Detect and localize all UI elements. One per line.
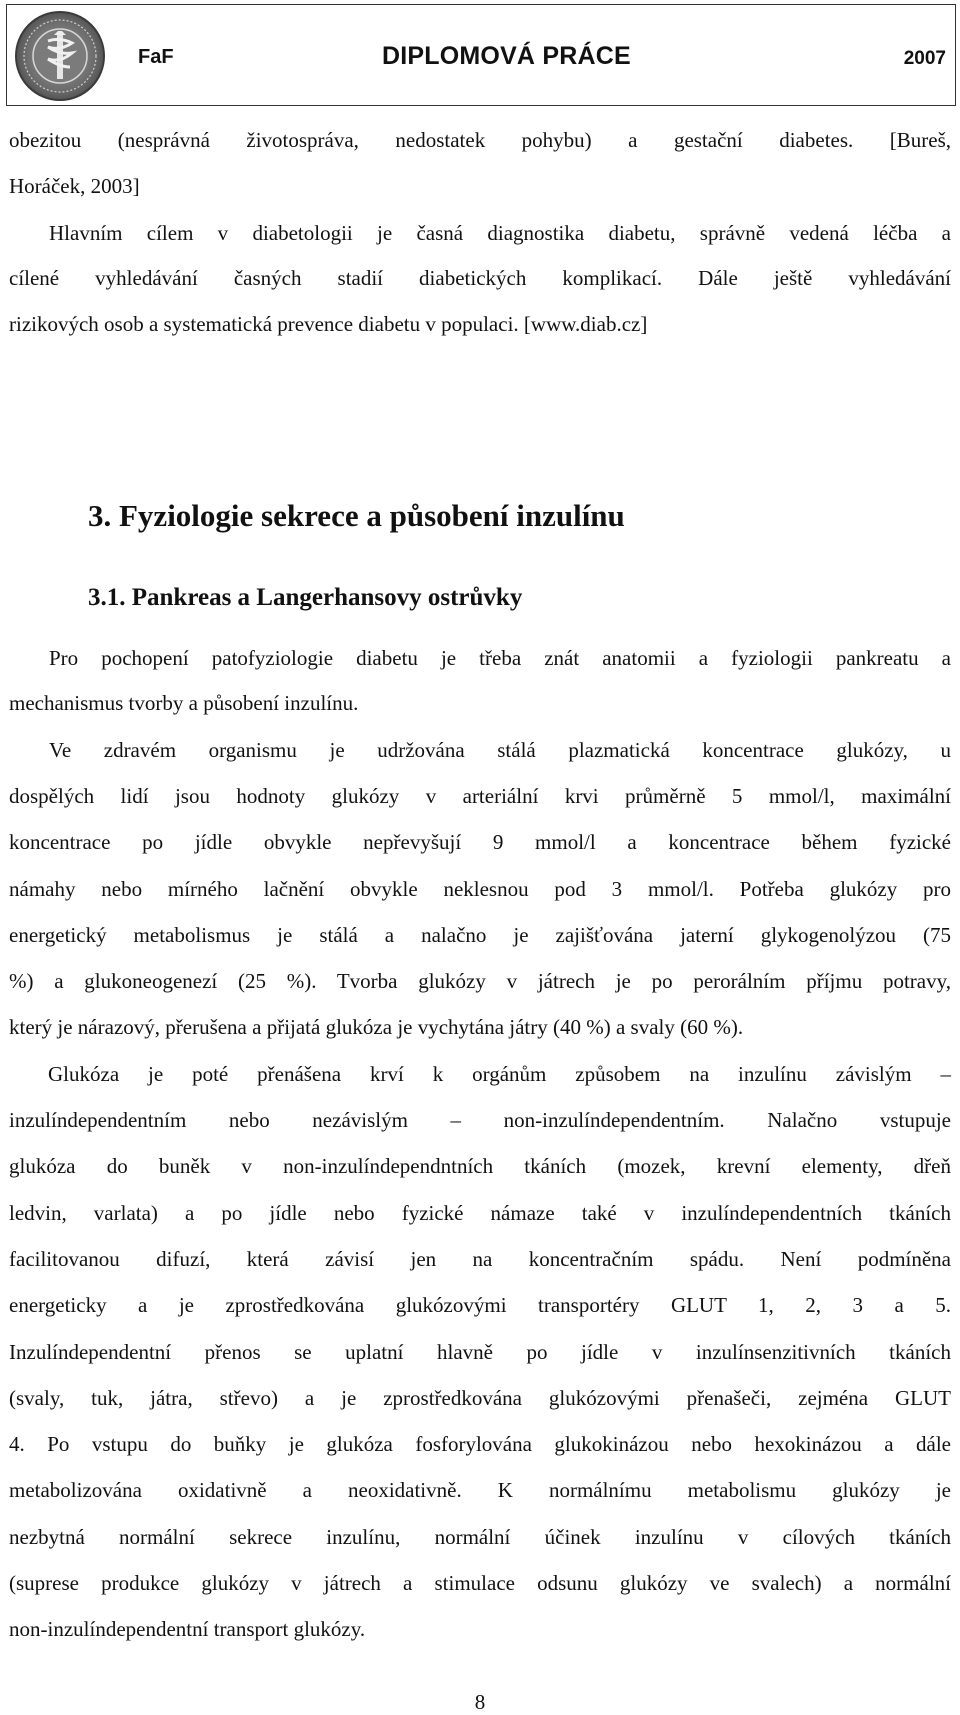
text-line: mechanismus tvorby a působení inzulínu. — [9, 691, 359, 715]
page-header — [6, 4, 956, 108]
text-line: Ve zdravém organismu je udržována stálá plazmatická koncentrace glukózy, u — [49, 738, 951, 762]
text-line: %) a glukoneogenezí (25 %). Tvorba glukózy v játrech je po perorálním příjmu potravy, — [9, 969, 951, 993]
text-line: dospělých lidí jsou hodnoty glukózy v arteriální krvi průměrně 5 mmol/l, maximální — [9, 784, 951, 808]
text-line: 4. Po vstupu do buňky je glukóza fosforylována glukokinázou nebo hexokinázou a dále — [9, 1432, 951, 1456]
text-line: Pro pochopení patofyziologie diabetu je třeba znát anatomii a fyziologii pankreatu a — [49, 646, 951, 670]
section-heading: 3.1. Pankreas a Langerhansovy ostrůvky — [88, 584, 523, 611]
text-line: (svaly, tuk, játra, střevo) a je zprostředkována glukózovými přenašeči, zejména GLUT — [9, 1386, 951, 1410]
text-line: koncentrace po jídle obvykle nepřevyšují 9 mmol/l a koncentrace během fyzické — [9, 830, 951, 854]
text-line: glukóza do buněk v non-inzulíndependntních tkáních (mozek, krevní elementy, dřeň — [9, 1154, 951, 1178]
text-line: rizikových osob a systematická prevence diabetu v populaci. [www.diab.cz] — [9, 312, 648, 336]
page-number: 8 — [474, 1690, 486, 1714]
text-line: námahy nebo mírného lačnění obvykle neklesnou pod 3 mmol/l. Potřeba glukózy pro — [9, 877, 951, 901]
text-line: Glukóza je poté přenášena krví k orgánům způsobem na inzulínu závislým – — [48, 1062, 951, 1086]
text-line: nezbytná normální sekrece inzulínu, normální účinek inzulínu v cílových tkáních — [9, 1525, 951, 1549]
faculty-seal-logo — [10, 7, 110, 105]
text-line: ledvin, varlata) a po jídle nebo fyzické námaze také v inzulíndependentních tkáních — [9, 1201, 951, 1225]
header-year: 2007 — [903, 48, 946, 69]
header-faculty-abbrev: FaF — [138, 46, 174, 68]
text-line: obezitou (nesprávná životospráva, nedostatek pohybu) a gestační diabetes. [Bureš, — [9, 128, 951, 152]
text-line: energetický metabolismus je stálá a nalačno je zajišťována jaterní glykogenolýzou (75 — [9, 923, 951, 947]
text-line: Horáček, 2003] — [9, 174, 140, 198]
text-line: inzulíndependentním nebo nezávislým – non-inzulíndependentním. Nalačno vstupuje — [9, 1108, 951, 1132]
text-line: který je nárazový, přerušena a přijatá glukóza je vychytána játry (40 %) a svaly (60 %). — [9, 1015, 744, 1039]
text-line: Inzulíndependentní přenos se uplatní hlavně po jídle v inzulínsenzitivních tkáních — [9, 1340, 951, 1364]
chapter-heading: 3. Fyziologie sekrece a působení inzulínu — [88, 498, 625, 533]
text-line: cílené vyhledávání časných stadií diabetických komplikací. Dále ještě vyhledávání — [9, 266, 951, 290]
text-line: energeticky a je zprostředkována glukózovými transportéry GLUT 1, 2, 3 a 5. — [9, 1293, 951, 1317]
text-line: non-inzulíndependentní transport glukózy. — [9, 1617, 366, 1641]
header-title: DIPLOMOVÁ PRÁCE — [382, 42, 631, 70]
text-line: Hlavním cílem v diabetologii je časná diagnostika diabetu, správně vedená léčba a — [49, 221, 951, 245]
text-line: facilitovanou difuzí, která závisí jen na koncentračním spádu. Není podmíněna — [9, 1247, 951, 1271]
text-line: (suprese produkce glukózy v játrech a stimulace odsunu glukózy ve svalech) a normální — [9, 1571, 951, 1595]
text-line: metabolizována oxidativně a neoxidativně. K normálnímu metabolismu glukózy je — [9, 1478, 951, 1502]
